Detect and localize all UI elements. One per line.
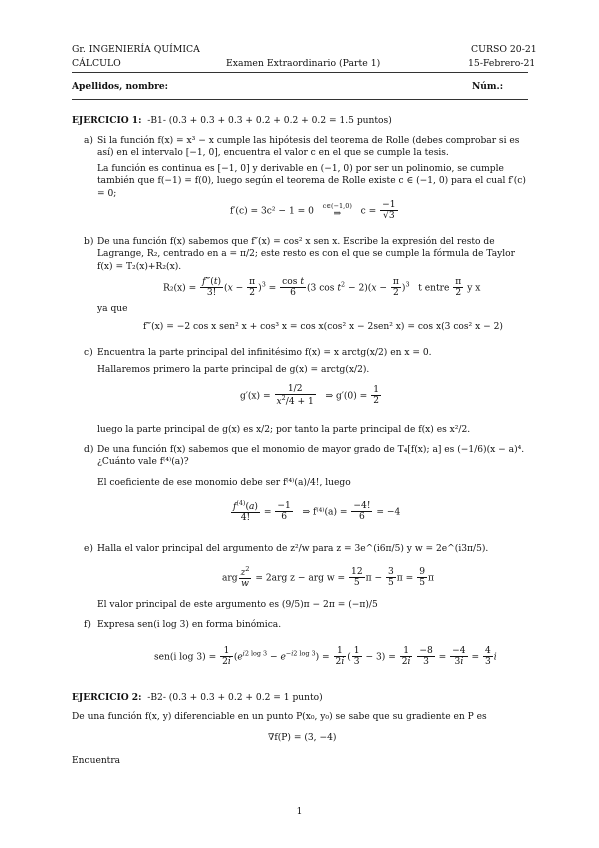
answer-a-text: La función es continua es [−1, 0] y derivable en (−1, 0) por ser un polinomio, se cumple también que f(−1) = f(0), luego según el teorema de Rolle existe c ∈ (−1, 0) para el cual f′(c) = 0; [97,164,526,199]
question-b [84,236,530,273]
arrow-condition: c∈(−1,0) [322,202,352,211]
g-prime-zero: ⇒ g′(0) = [325,391,368,402]
ya-que-text: ya que [97,304,128,314]
answer-d-implies: ⇒ f⁽⁴⁾(a) = [302,507,348,518]
question-b-label: b) [84,237,94,247]
name-field-label: Apellidos, nombre: [72,81,169,92]
sen-lhs: sen(i log 3) = [154,652,217,663]
argument-mid: = 2arg z − arg w = [255,573,346,584]
exercise-2-heading [72,692,323,704]
question-c-text: Encuentra la parte principal del infinitésimo f(x) = x arctg(x/2) en x = 0. [97,348,432,358]
exercise-2-points: -B2- (0.3 + 0.3 + 0.2 + 0.2 = 1 punto) [147,693,323,703]
question-d-label: d) [84,445,94,455]
number-field-label: Núm.: [472,81,504,92]
answer-c-conclusion: luego la parte principal de g(x) es x/2; por tanto la parte principal de f(x) es x²/2. [97,425,471,435]
answer-c-text: Hallaremos primero la parte principal de g(x) = arctg(x/2). [97,365,370,375]
answer-f-equation: sen(i log 3) = $\frac{1}{2i}$ $(e^{i2 log 3} - e^{-i2 log 3})$ = $\frac{1}{2i}$ ( $\frac{1}{3}$ − 3) = $\frac{1}{2i}$ $\frac{-8}{3}$ = $\frac{-4}{3i}$ = $\frac{4}{3}$ i [154,646,497,668]
header-exam-title: Examen Extraordinario (Parte 1) [226,58,381,69]
question-a-text: Si la función f(x) = x³ − x cumple las hipótesis del teorema de Rolle (debes comprobar si es así) en el intervalo [−1, 0], encuentra el valor c en el que se cumple la tesis. [97,136,520,159]
header-subject: CÁLCULO [72,58,121,69]
question-c-label: c) [84,348,93,358]
header-rule-bottom [72,99,528,100]
question-f [84,619,530,631]
question-e-text: Halla el valor principal del argumento de z²/w para z = 3e^(i6π/5) y w = 2e^(i3π/5). [97,544,489,554]
question-d-text: De una función f(x) sabemos que el monomio de mayor grado de T₄[f(x); a] es (−1/6)(x − a)⁴. ¿Cuánto vale f⁽⁴⁾(a)? [97,445,525,468]
g-prime-lhs: g′(x) = [240,391,271,402]
answer-c-equation: g′(x) = $\frac{1/2}{x^2/4 + 1}$ ⇒ g′(0) = $\frac{1}{2}$ [240,384,379,408]
header-date: 15-Febrero-21 [468,58,536,69]
remainder-t-between: t entre [418,283,450,294]
answer-a-result-fraction: $\frac{-1}{√3}$ [382,200,396,222]
question-e-label: e) [84,544,93,554]
remainder-and-x: y x [467,283,481,294]
header-course: CURSO 20-21 [471,44,537,55]
implies-arrow: c∈(−1,0) ⇒ [322,202,352,219]
question-f-text: Expresa sen(i log 3) en forma binómica. [97,620,282,630]
argument-lhs: arg [222,573,238,584]
answer-a-derivative-eq: f′(c) = 3c² − 1 = 0 [230,206,314,217]
page-number: 1 [296,807,303,817]
question-f-label: f) [84,620,91,630]
question-b-text: De una función f(x) sabemos que f″(x) = cos² x sen x. Escribe la expresión del resto de Lagrange, R₂, centrado en a = π/2; este resto es con el que se cumple la fórmula de Taylor f(x) = T₂(x)+R₂(x). [97,237,515,272]
remainder-lhs: R₂(x) = [163,283,197,294]
exercise-2-text: De una función f(x, y) diferenciable en un punto P(x₀, y₀) se sabe que su gradiente en P es [72,712,487,722]
answer-d-text: El coeficiente de ese monomio debe ser f⁽⁴⁾(a)/4!, luego [97,478,351,488]
header-department: Gr. INGENIERÍA QUÍMICA [72,44,200,55]
third-derivative-equation: f‴(x) = −2 cos x sen² x + cos³ x = cos x(cos² x − 2sen² x) = cos x(3 cos² x − 2) [143,322,503,332]
question-d [84,444,530,469]
answer-e-equation: arg $\frac{z^2}{w}$ = 2arg z − arg w = $\frac{12}{5}$ π − $\frac{3}{5}$ π = $\frac{9}{5}$ π [222,565,434,590]
answer-d-equation: $\frac{f^{(4)}(a)}{4!}$ = $\frac{-1}{6}$ ⇒ f⁽⁴⁾(a) = $\frac{-4!}{6}$ = −4 [233,499,401,524]
header-rule-top [72,72,528,73]
question-a-label: a) [84,136,93,146]
question-e [84,543,530,555]
exercise-2-title: EJERCICIO 2: [72,692,142,703]
exercise-1-title: EJERCICIO 1: [72,115,142,126]
answer-a-equation [230,200,399,222]
answer-e-conclusion: El valor principal de este argumento es (9/5)π − 2π = (−π)/5 [97,600,378,610]
exercise-1-heading [72,115,392,127]
answer-a-result-label: c = [360,206,377,217]
answer-d-result: = −4 [376,507,401,518]
gradient-equation: ∇f(P) = (3, −4) [268,733,337,743]
question-c [84,347,530,359]
question-a [84,135,530,160]
exercise-2-encuentra: Encuentra [72,756,121,766]
lagrange-remainder-equation: R₂(x) = $\frac{f‴(t)}{3!}$ (x − $\frac{\pi}{2}$ )$^3$ = $\frac{\text{cos t}}{6}$ (3 $\cos t^2 - 2)(x$ − $\frac{\pi}{2}$ )$^3$ t entre $\frac{\pi}{2}$ y x [163,277,481,299]
exercise-1-points: -B1- (0.3 + 0.3 + 0.3 + 0.2 + 0.2 + 0.2 = 1.5 puntos) [147,116,392,126]
